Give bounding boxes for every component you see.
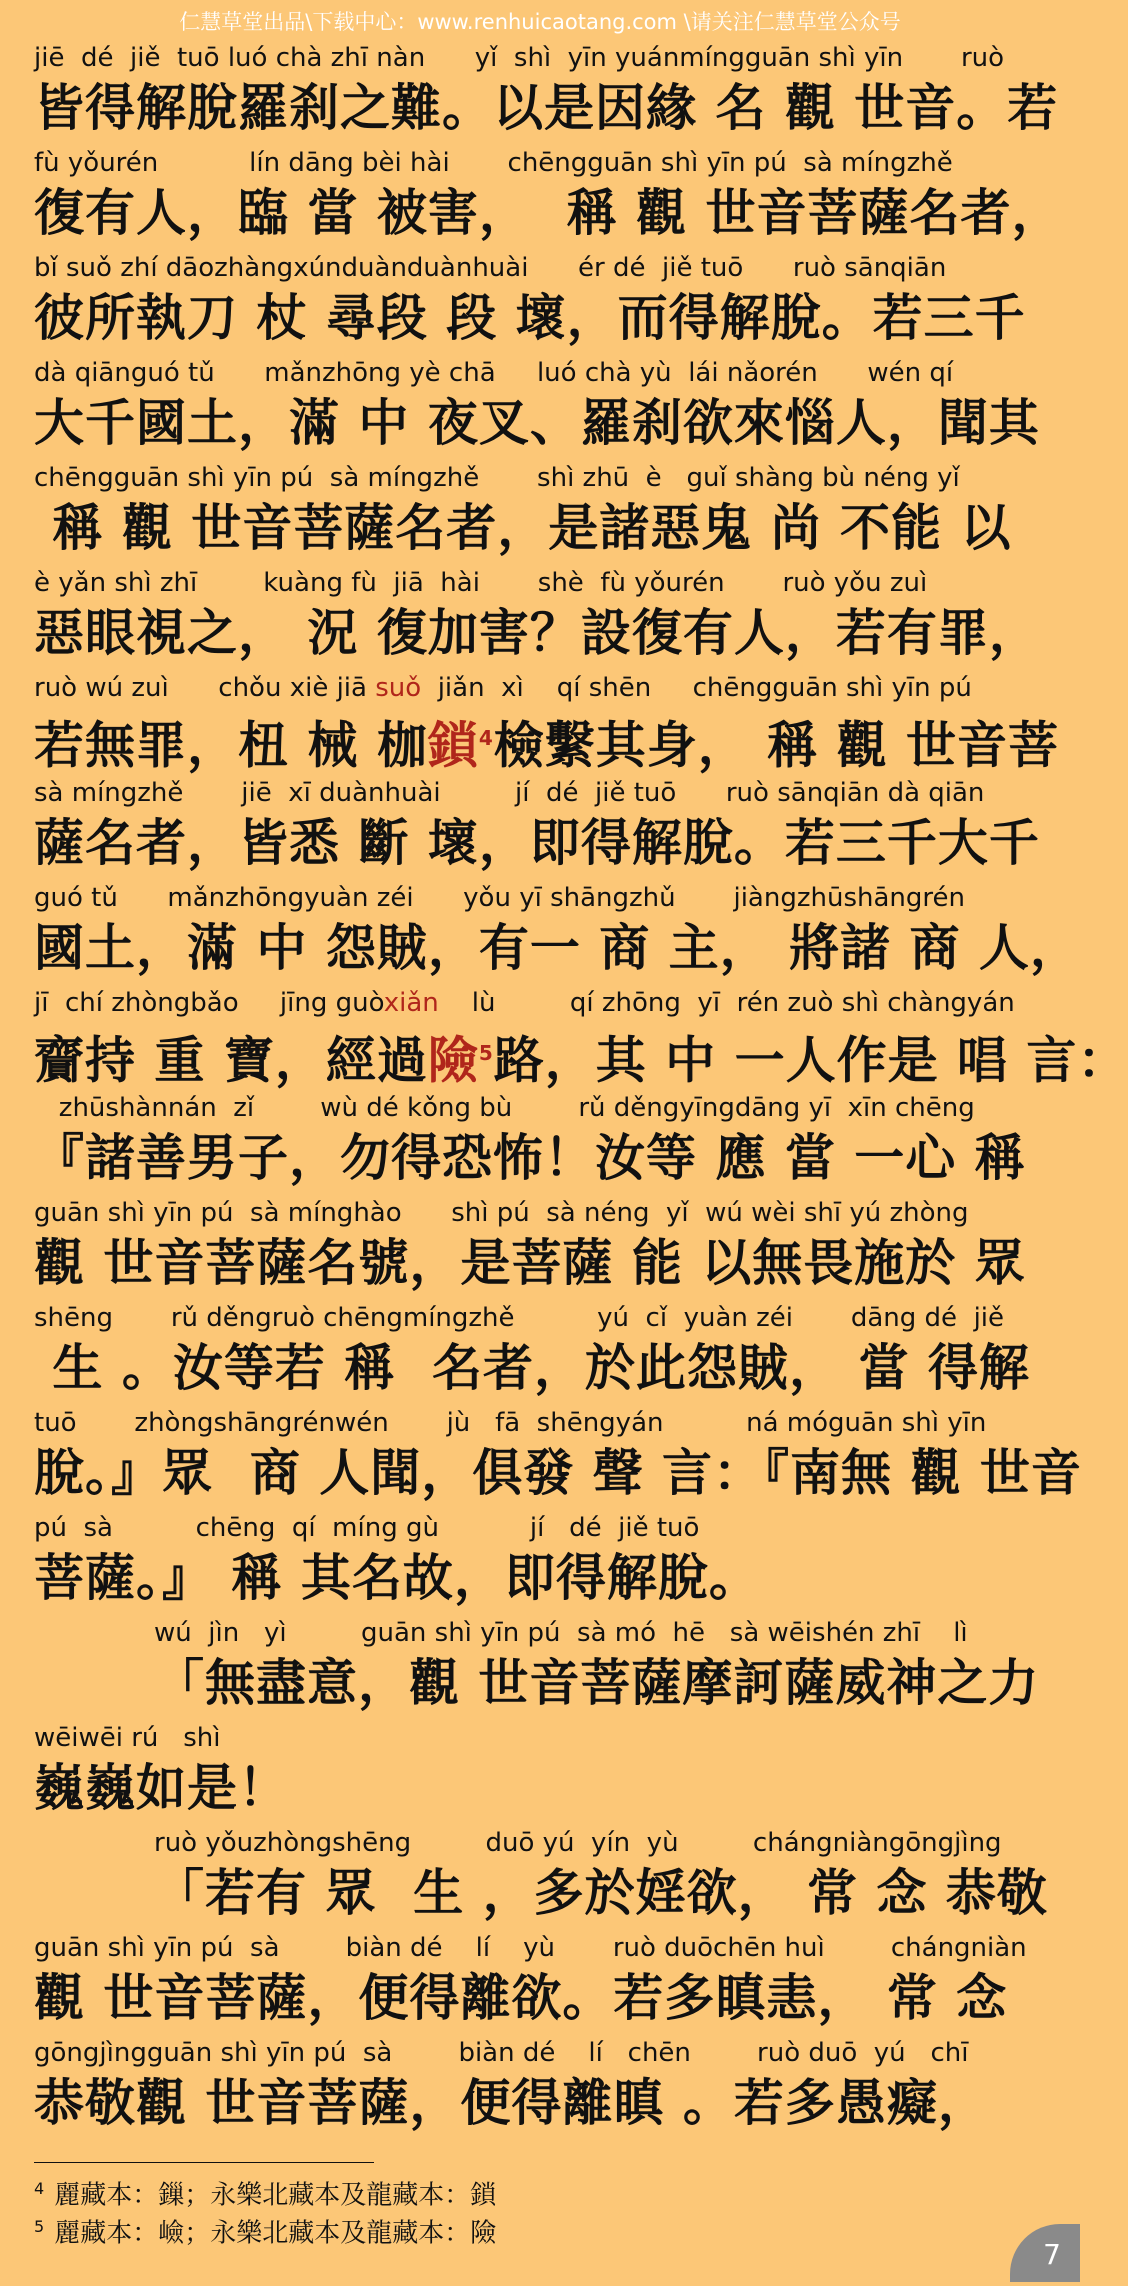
sutra-characters: 齎持 重 寶，經過險$^5$路，其 中 一人作是 唱 言： [34, 1031, 1128, 1090]
pinyin-annotation: gōngjìngguān shì yīn pú sà biàn dé lí chēn ruò duō yú chī [34, 2038, 969, 2068]
text-line [34, 40, 1059, 145]
text-line [34, 1510, 1054, 1615]
pinyin-annotation: jiē dé jiě tuō luó chà zhī nàn yǐ shì yīn yuánmíngguān shì yīn ruò [34, 43, 1005, 73]
text-line [34, 460, 1054, 565]
sutra-characters: 彼所執刀 杖 尋段 段 壞，而得解脫。若三千 [34, 289, 1026, 347]
footnote-item: $^5$ 麗藏本：嶮；永樂北藏本及龍藏本：險 [34, 2217, 497, 2249]
text-line [34, 670, 1059, 775]
text-line [34, 2035, 1054, 2140]
sutra-characters: 「無盡意，觀 世音菩薩摩訶薩威神之力 [154, 1654, 1040, 1712]
text-line [34, 1615, 1054, 1720]
sutra-characters: 「若有 眾 生 ，多於婬欲， 常 念 恭敬 [154, 1864, 1048, 1922]
pinyin-annotation: jī chí zhòngbǎo jīng guòxiǎn lù qí zhōng yī rén zuò shì chàngyán [34, 988, 1015, 1018]
pinyin-annotation: pú sà chēng qí míng gù jí dé jiě tuō [34, 1513, 700, 1543]
footnote-marker[interactable]: 5 [478, 1041, 494, 1065]
footnote-marker[interactable]: 4 [478, 726, 494, 750]
page-header: 仁慧草堂出品\下载中心：www.renhuicaotang.com \请关注仁慧草堂公众号 [179, 10, 901, 34]
variant-character: 鎖 [427, 716, 479, 775]
text-line [34, 775, 1054, 880]
sutra-characters: 若無罪，杻 械 枷鎖$^4$檢繫其身， 稱 觀 世音菩 [34, 716, 1059, 775]
pinyin-annotation: ruò wú zuì chǒu xiè jiā suǒ jiǎn xì qí shēn chēngguān shì yīn pú [34, 673, 972, 703]
pinyin-annotation: ruò yǒuzhòngshēng duō yú yín yù chángniàngōngjìng [154, 1828, 1002, 1858]
sutra-characters: 惡眼視之， 況 復加害？設復有人，若有罪， [34, 604, 1040, 662]
pinyin-annotation: guó tǔ mǎnzhōngyuàn zéi yǒu yī shāngzhǔ jiàngzhūshāngrén [34, 883, 965, 913]
sutra-characters: 大千國土，滿 中 夜叉、羅刹欲來惱人，聞其 [34, 394, 1040, 452]
pinyin-annotation: shēng rǔ děngruò chēngmíngzhě yú cǐ yuàn zéi dāng dé jiě [34, 1303, 1005, 1333]
pinyin-annotation: tuō zhòngshāngrénwén jù fā shēngyán ná móguān shì yīn [34, 1408, 987, 1438]
text-line [34, 1720, 1054, 1825]
footnotes [34, 2170, 934, 2249]
text-line [34, 250, 1054, 355]
pinyin-annotation: sà míngzhě jiē xī duànhuài jí dé jiě tuō ruò sānqiān dà qiān [34, 778, 985, 808]
text-line [34, 1405, 1082, 1510]
text-line [34, 1825, 1054, 1930]
sutra-characters: 恭敬觀 世音菩薩，便得離瞋 。若多愚癡， [34, 2074, 989, 2132]
pinyin-annotation: guān shì yīn pú sà mínghào shì pú sà néng yǐ wú wèi shī yú zhòng [34, 1198, 969, 1228]
sutra-characters: 稱 觀 世音菩薩名者，是諸惡鬼 尚 不能 以 [34, 499, 1012, 557]
variant-character: 險 [427, 1031, 479, 1090]
sutra-characters: 脫。』眾 商 人聞，俱發 聲 言：『南無 觀 世音 [34, 1444, 1082, 1502]
text-line [34, 355, 1054, 460]
sutra-characters: 皆得解脫羅刹之難。以是因緣 名 觀 世音。若 [34, 79, 1059, 137]
pinyin-annotation: wēiwēi rú shì [34, 1723, 221, 1753]
text-line [34, 145, 1063, 250]
sutra-characters: 觀 世音菩薩，便得離欲。若多瞋恚， 常 念 [34, 1969, 1008, 2027]
sutra-text [34, 40, 1128, 2140]
sutra-characters: 觀 世音菩薩名號，是菩薩 能 以無畏施於 眾 [34, 1234, 1026, 1292]
pinyin-annotation: bǐ suǒ zhí dāozhàngxúnduànduànhuài ér dé jiě tuō ruò sānqiān [34, 253, 947, 283]
pinyin-annotation: chēngguān shì yīn pú sà míngzhě shì zhū è guǐ shàng bù néng yǐ [34, 463, 960, 493]
sutra-characters: 生 。汝等若 稱 名者，於此怨賊， 當 得解 [34, 1339, 1030, 1397]
text-line [34, 1195, 1054, 1300]
pinyin-annotation: guān shì yīn pú sà biàn dé lí yù ruò duōchēn huì chángniàn [34, 1933, 1027, 1963]
pinyin-annotation: fù yǒurén lín dāng bèi hài chēngguān shì yīn pú sà míngzhě [34, 148, 953, 178]
pinyin-annotation: zhūshànnán zǐ wù dé kǒng bù rǔ děngyīngdāng yī xīn chēng [34, 1093, 975, 1123]
page-number: 7 [1010, 2224, 1080, 2282]
text-line [34, 1300, 1054, 1405]
sutra-characters: 薩名者，皆悉 斷 壞，即得解脫。若三千大千 [34, 814, 1040, 872]
text-line [34, 565, 1054, 670]
sutra-characters: 『諸善男子，勿得恐怖！汝等 應 當 一心 稱 [34, 1129, 1026, 1187]
text-line [34, 880, 1081, 985]
text-line [34, 985, 1128, 1090]
pinyin-annotation: dà qiānguó tǔ mǎnzhōng yè chā luó chà yù lái nǎorén wén qí [34, 358, 954, 388]
sutra-characters: 菩薩。』 稱 其名故，即得解脫。 [34, 1549, 760, 1607]
text-line [34, 1090, 1054, 1195]
sutra-characters: 巍巍如是！ [34, 1759, 289, 1817]
pinyin-annotation: wú jìn yì guān shì yīn pú sà mó hē sà wēishén zhī lì [154, 1618, 968, 1648]
footnote-item: $^4$ 麗藏本：鏁；永樂北藏本及龍藏本：鎖 [34, 2179, 497, 2211]
sutra-characters: 國土，滿 中 怨賊，有一 商 主， 將諸 商 人， [34, 919, 1081, 977]
pinyin-annotation: è yǎn shì zhī kuàng fù jiā hài shè fù yǒurén ruò yǒu zuì [34, 568, 928, 598]
footnote-divider [34, 2162, 374, 2163]
sutra-characters: 復有人，臨 當 被害， 稱 觀 世音菩薩名者， [34, 184, 1063, 242]
text-line [34, 1930, 1054, 2035]
